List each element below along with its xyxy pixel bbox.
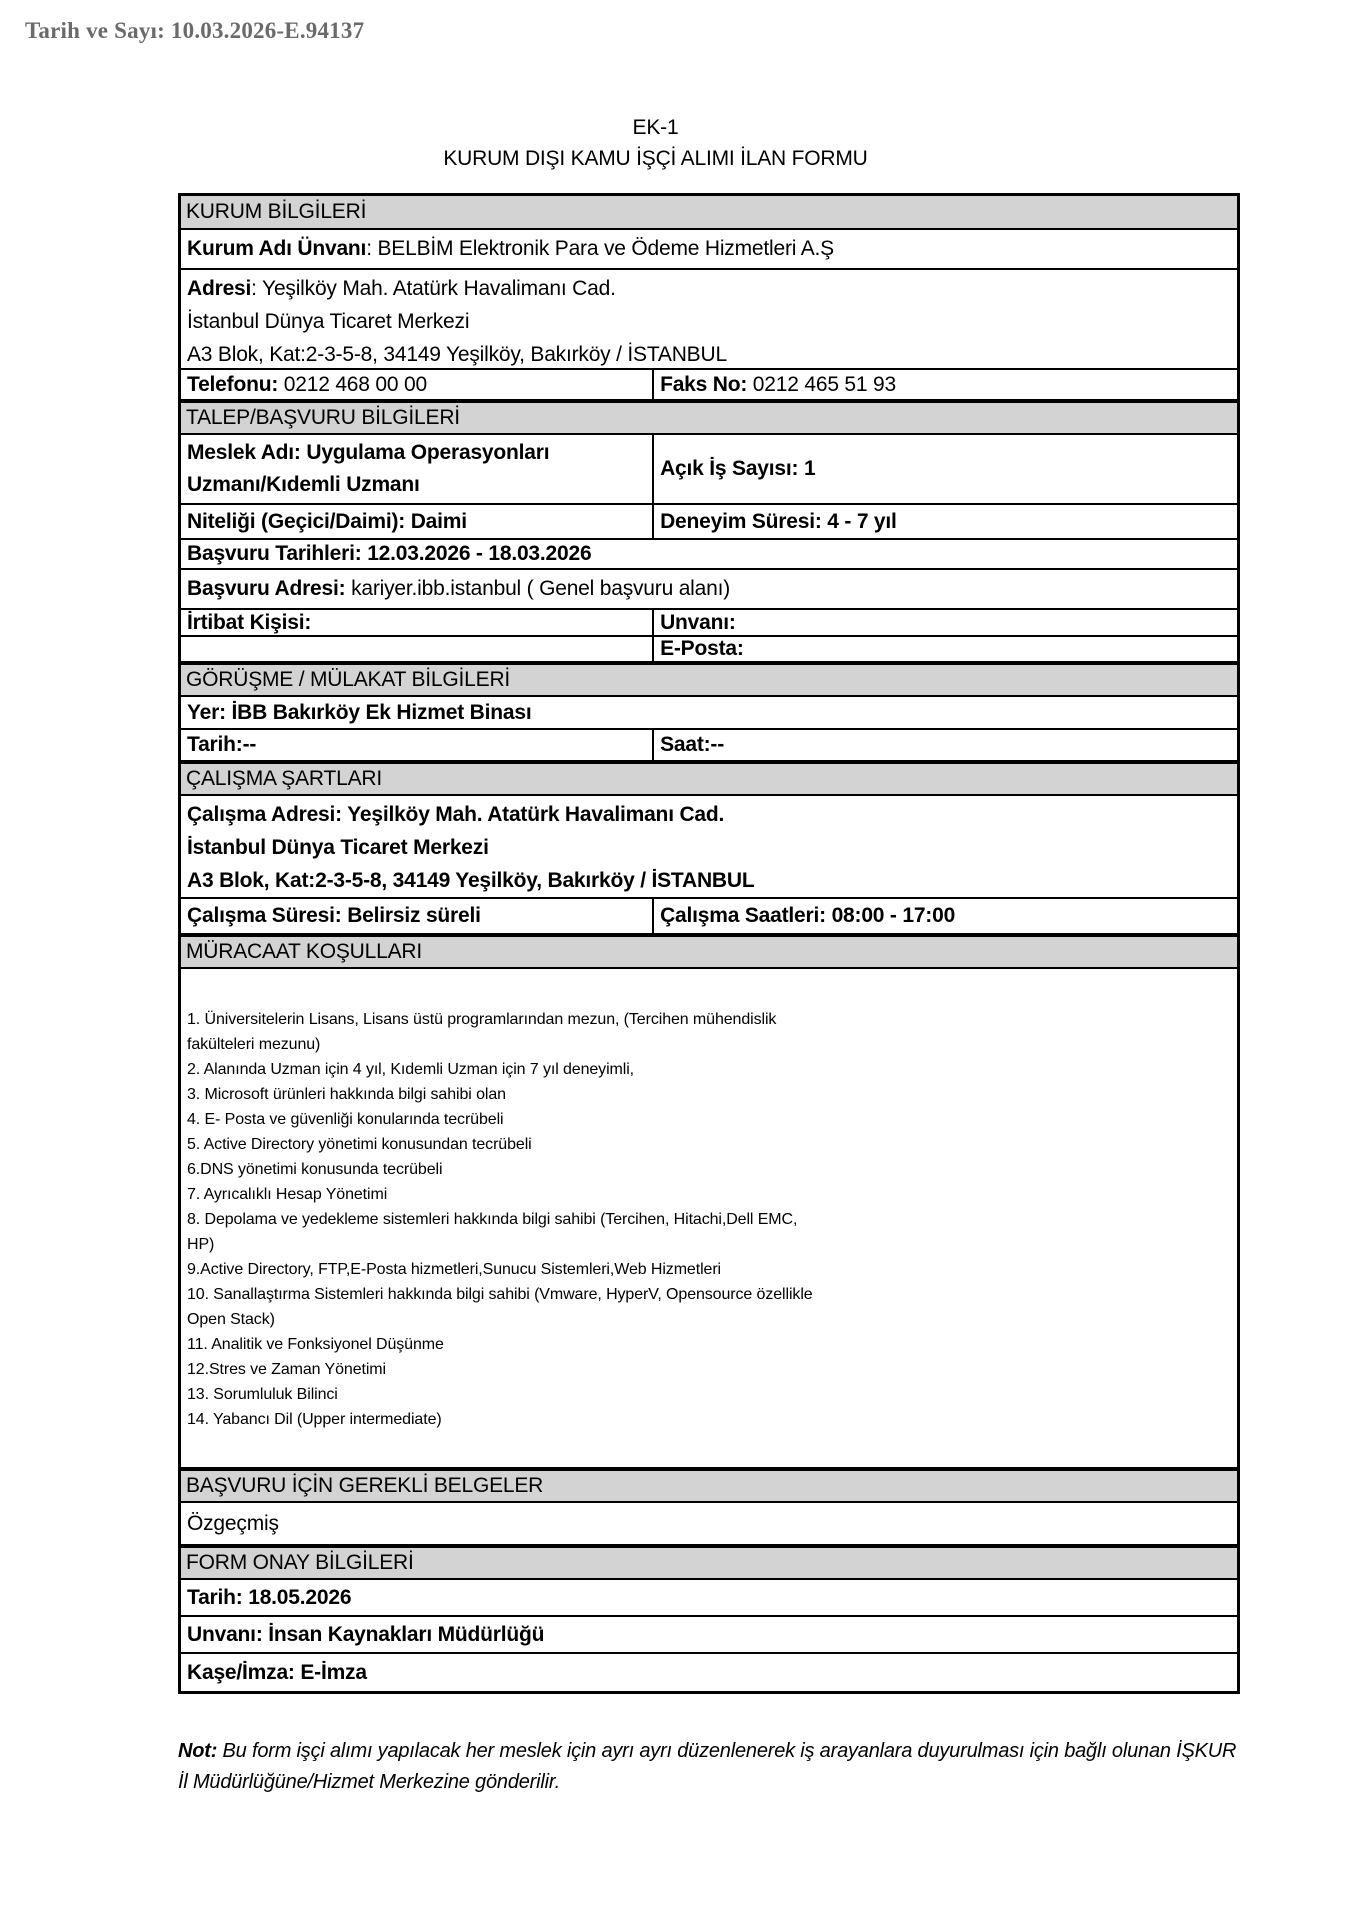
gorusme-yeri: Yer: İBB Bakırköy Ek Hizmet Binası xyxy=(187,700,532,724)
niteligi-text: Niteliği (Geçici/Daimi): Daimi xyxy=(187,509,467,533)
cell-saat xyxy=(654,730,1237,760)
row-meslek xyxy=(181,435,1237,505)
footer-note-label: Not: xyxy=(178,1740,218,1762)
row-telefon-faks xyxy=(181,370,1237,401)
cell-calisma-saatleri xyxy=(654,899,1237,933)
basvuru-adresi-label: Başvuru Adresi: xyxy=(187,577,346,600)
adresi-line1: : Yeşilköy Mah. Atatürk Havalimanı Cad. xyxy=(251,277,616,300)
telefon-label: Telefonu: xyxy=(187,372,279,396)
meslek-line2: Uzmanı/Kıdemli Uzmanı xyxy=(187,473,420,496)
cell-empty xyxy=(181,637,654,661)
cell-unvani xyxy=(654,610,1237,635)
cell-eposta xyxy=(654,637,1237,661)
requirement-item: 3. Microsoft ürünleri hakkında bilgi sahibi olan xyxy=(187,1086,506,1103)
cell-basvuru-adresi xyxy=(181,570,1237,608)
row-yer xyxy=(181,697,1237,730)
adresi-line2: İstanbul Dünya Ticaret Merkezi xyxy=(187,310,470,333)
kurum-adi-label: Kurum Adı Ünvanı xyxy=(187,237,367,260)
gorusme-tarihi: Tarih:-- xyxy=(187,733,257,756)
cell-tarih xyxy=(181,730,654,760)
section-header-talep-basvuru xyxy=(181,401,1237,435)
calisma-suresi: Çalışma Süresi: Belirsiz süreli xyxy=(187,904,481,927)
cell-yer xyxy=(181,697,1237,728)
irtibat-kisisi: İrtibat Kişisi: xyxy=(187,610,312,634)
requirement-item: 5. Active Directory yönetimi konusundan tecrübeli xyxy=(187,1136,532,1153)
cell-onay-unvani xyxy=(181,1617,1237,1652)
row-onay-unvani xyxy=(181,1617,1237,1654)
section-header-gerekli-belgeler xyxy=(181,1469,1237,1503)
row-basvuru-tarihleri xyxy=(181,540,1237,570)
section-title: TALEP/BAŞVURU BİLGİLERİ xyxy=(186,406,460,429)
onay-tarihi: Tarih: 18.05.2026 xyxy=(187,1585,352,1609)
section-header-kurum-bilgileri xyxy=(181,196,1237,230)
cell-irtibat-kisisi xyxy=(181,610,654,635)
unvani-label: Unvanı: xyxy=(660,610,736,634)
requirement-item: 1. Üniversitelerin Lisans, Lisans üstü programlarından mezun, (Tercihen mühendislik fakülteleri mezunu) xyxy=(187,1011,777,1053)
section-header-form-onay xyxy=(181,1546,1237,1580)
requirement-item: 13. Sorumluluk Bilinci xyxy=(187,1386,338,1403)
onay-unvani: Unvanı: İnsan Kaynakları Müdürlüğü xyxy=(187,1622,545,1646)
eposta-label: E-Posta: xyxy=(660,637,744,660)
form-subtitle: KURUM DIŞI KAMU İŞÇİ ALIMI İLAN FORMU xyxy=(443,147,868,170)
gerekli-belge: Özgeçmiş xyxy=(187,1511,279,1535)
cell-muracaat-listesi xyxy=(181,969,1237,1467)
section-title: FORM ONAY BİLGİLERİ xyxy=(186,1551,414,1574)
requirement-item: 2. Alanında Uzman için 4 yıl, Kıdemli Uzman için 7 yıl deneyimli, xyxy=(187,1061,635,1078)
telefon-value: 0212 468 00 00 xyxy=(278,372,427,396)
row-ozgecmis xyxy=(181,1503,1237,1546)
requirement-item: 11. Analitik ve Fonksiyonel Düşünme xyxy=(187,1336,444,1353)
cell-niteligi xyxy=(181,505,654,538)
adresi-label: Adresi xyxy=(187,277,252,300)
cell-adresi xyxy=(181,270,1237,368)
faks-label: Faks No: xyxy=(660,372,748,396)
cell-onay-tarih xyxy=(181,1580,1237,1615)
page-header-stamp: Tarih ve Sayı: 10.03.2026-E.94137 xyxy=(25,18,365,43)
section-title: GÖRÜŞME / MÜLAKAT BİLGİLERİ xyxy=(186,668,511,691)
section-header-gorusme-mulakat xyxy=(181,663,1237,697)
requirement-item: 14. Yabancı Dil (Upper intermediate) xyxy=(187,1411,442,1428)
cell-faks xyxy=(654,370,1237,399)
deneyim-suresi: Deneyim Süresi: 4 - 7 yıl xyxy=(660,509,897,533)
adresi-line3: A3 Blok, Kat:2-3-5-8, 34149 Yeşilköy, Bakırköy / İSTANBUL xyxy=(187,343,727,366)
cell-telefon xyxy=(181,370,654,399)
kurum-adi-value: : BELBİM Elektronik Para ve Ödeme Hizmetleri A.Ş xyxy=(366,237,834,260)
footer-note-text: Bu form işçi alımı yapılacak her meslek için ayrı ayrı düzenlenerek iş arayanlara duyurulması için bağlı olunan İŞKUR İl Müdürlüğüne/Hizmet Merkezine gönderilir. xyxy=(178,1740,1242,1793)
footer-note xyxy=(178,1736,1246,1798)
row-calisma-adresi xyxy=(181,796,1237,899)
requirement-item: 6.DNS yönetimi konusunda tecrübeli xyxy=(187,1161,443,1178)
acik-is-sayisi: Açık İş Sayısı: 1 xyxy=(660,457,816,480)
requirement-item: 8. Depolama ve yedekleme sistemleri hakkında bilgi sahibi (Tercihen, Hitachi,Dell EMC, HP) xyxy=(187,1211,798,1253)
requirement-item: 7. Ayrıcalıklı Hesap Yönetimi xyxy=(187,1186,388,1203)
section-header-muracaat-kosullari xyxy=(181,935,1237,969)
form-title-block xyxy=(178,112,1133,174)
section-title: KURUM BİLGİLERİ xyxy=(186,200,367,223)
row-tarih-saat xyxy=(181,730,1237,762)
section-header-calisma-sartlari xyxy=(181,762,1237,796)
gorusme-saati: Saat:-- xyxy=(660,733,725,756)
calisma-adresi-line3: A3 Blok, Kat:2-3-5-8, 34149 Yeşilköy, Bakırköy / İSTANBUL xyxy=(187,869,755,892)
row-eposta xyxy=(181,637,1237,663)
form-table xyxy=(178,193,1240,1694)
row-kase-imza xyxy=(181,1654,1237,1691)
row-calisma-suresi xyxy=(181,899,1237,935)
requirement-item: 4. E- Posta ve güvenliği konularında tecrübeli xyxy=(187,1111,504,1128)
section-title: ÇALIŞMA ŞARTLARI xyxy=(186,767,382,790)
calisma-saatleri: Çalışma Saatleri: 08:00 - 17:00 xyxy=(660,904,956,927)
basvuru-adresi-value: kariyer.ibb.istanbul ( Genel başvuru alanı) xyxy=(345,577,731,600)
basvuru-tarihleri: Başvuru Tarihleri: 12.03.2026 - 18.03.2026 xyxy=(187,542,592,565)
cell-calisma-adresi xyxy=(181,796,1237,897)
form-title: EK-1 xyxy=(632,116,679,139)
calisma-adresi-line1: Çalışma Adresi: Yeşilköy Mah. Atatürk Havalimanı Cad. xyxy=(187,803,725,826)
row-irtibat xyxy=(181,610,1237,637)
faks-value: 0212 465 51 93 xyxy=(747,372,896,396)
requirement-item: 9.Active Directory, FTP,E-Posta hizmetleri,Sunucu Sistemleri,Web Hizmetleri xyxy=(187,1261,722,1278)
cell-meslek-adi xyxy=(181,435,654,503)
requirement-item: 12.Stres ve Zaman Yönetimi xyxy=(187,1361,386,1378)
cell-basvuru-tarihleri xyxy=(181,540,1237,568)
section-title: MÜRACAAT KOŞULLARI xyxy=(186,940,423,963)
requirement-item: 10. Sanallaştırma Sistemleri hakkında bilgi sahibi (Vmware, HyperV, Opensource özellikle Open Stack) xyxy=(187,1286,813,1328)
cell-deneyim xyxy=(654,505,1237,538)
meslek-line1: Meslek Adı: Uygulama Operasyonları xyxy=(187,441,550,464)
cell-kurum-adi xyxy=(181,230,1237,268)
cell-acik-is xyxy=(654,435,1237,503)
section-title: BAŞVURU İÇİN GEREKLİ BELGELER xyxy=(186,1474,544,1497)
row-muracaat-listesi xyxy=(181,969,1237,1469)
row-basvuru-adresi xyxy=(181,570,1237,610)
row-adresi xyxy=(181,270,1237,370)
cell-ozgecmis xyxy=(181,1503,1237,1544)
cell-calisma-suresi xyxy=(181,899,654,933)
row-kurum-adi xyxy=(181,230,1237,270)
row-onay-tarih xyxy=(181,1580,1237,1617)
cell-kase-imza xyxy=(181,1654,1237,1691)
kase-imza: Kaşe/İmza: E-İmza xyxy=(187,1660,367,1684)
calisma-adresi-line2: İstanbul Dünya Ticaret Merkezi xyxy=(187,836,489,859)
row-niteligi xyxy=(181,505,1237,540)
